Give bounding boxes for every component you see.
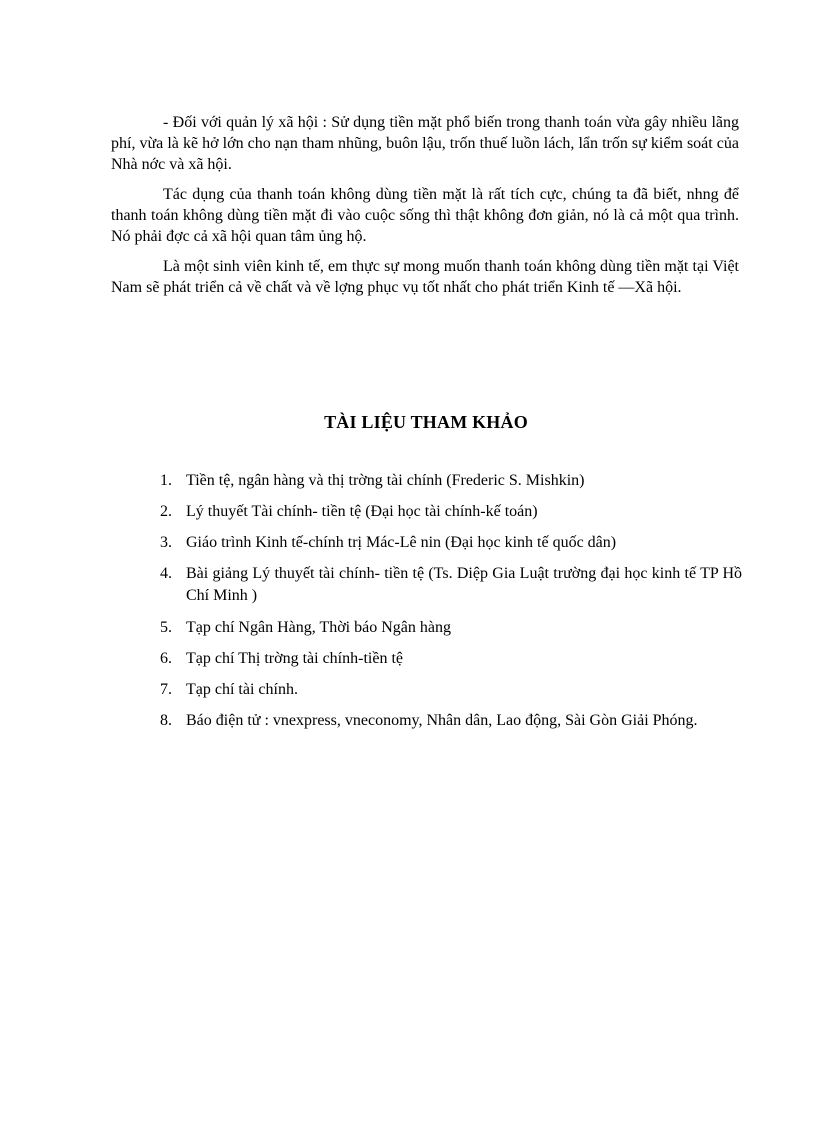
paragraph-benefits: Tác dụng của thanh toán không dùng tiền mặt là rất tích cực, chúng ta đã biết, nhng để thanh toán không dùng tiền mặt đi vào cuộc sống thì thật không đơn giản, nó là cả một qua trình. Nó phải đợc cả xã hội quan tâm ủng hộ. [111,186,739,245]
reference-text: Lý thuyết Tài chính- tiền tệ (Đại học tài chính-kế toán) [186,503,538,520]
paragraph-social-management: - Đối với quản lý xã hội : Sử dụng tiền mặt phổ biến trong thanh toán vừa gây nhiều lãng phí, vừa là kẽ hở lớn cho nạn tham nhũng, buôn lậu, trốn thuế luồn lách, lẩn trốn sự kiểm soát của Nhà nớc và xã hội. [111,114,739,173]
reference-text: Giáo trình Kinh tế-chính trị Mác-Lê nin (Đại học kinh tế quốc dân) [186,534,617,551]
reference-text: Tạp chí Thị trờng tài chính-tiền tệ [186,650,403,667]
reference-item [160,470,742,492]
reference-number: 2. [160,503,172,520]
reference-text: Tiền tệ, ngân hàng và thị trờng tài chính (Frederic S. Mishkin) [186,472,585,489]
reference-text: Tạp chí Ngân Hàng, Thời báo Ngân hàng [186,619,451,636]
reference-item [160,679,742,701]
reference-item [160,532,742,554]
references-heading: TÀI LIỆU THAM KHẢO [324,412,528,432]
reference-item [160,617,742,639]
reference-number: 1. [160,472,172,489]
reference-text: Báo điện tử : vnexpress, vneconomy, Nhân dân, Lao động, Sài Gòn Giải Phóng. [186,712,698,729]
reference-item [160,501,742,523]
references-list [160,470,742,741]
reference-item [160,563,742,607]
body-text [111,112,739,307]
reference-number: 7. [160,681,172,698]
reference-number: 5. [160,619,172,636]
reference-number: 4. [160,565,172,582]
reference-text: Bài giảng Lý thuyết tài chính- tiền tệ (Ts. Diệp Gia Luật trường đại học kinh tế TP Hồ Chí Minh ) [186,565,742,604]
reference-text: Tạp chí tài chính. [186,681,298,698]
paragraph-student-wish: Là một sinh viên kinh tế, em thực sự mong muốn thanh toán không dùng tiền mặt tại Việt Nam sẽ phát triển cả về chất và về lợng phục vụ tốt nhất cho phát triển Kinh tế —Xã hội. [111,258,739,296]
reference-item [160,710,742,732]
reference-number: 6. [160,650,172,667]
reference-item [160,648,742,670]
reference-number: 3. [160,534,172,551]
reference-number: 8. [160,712,172,729]
